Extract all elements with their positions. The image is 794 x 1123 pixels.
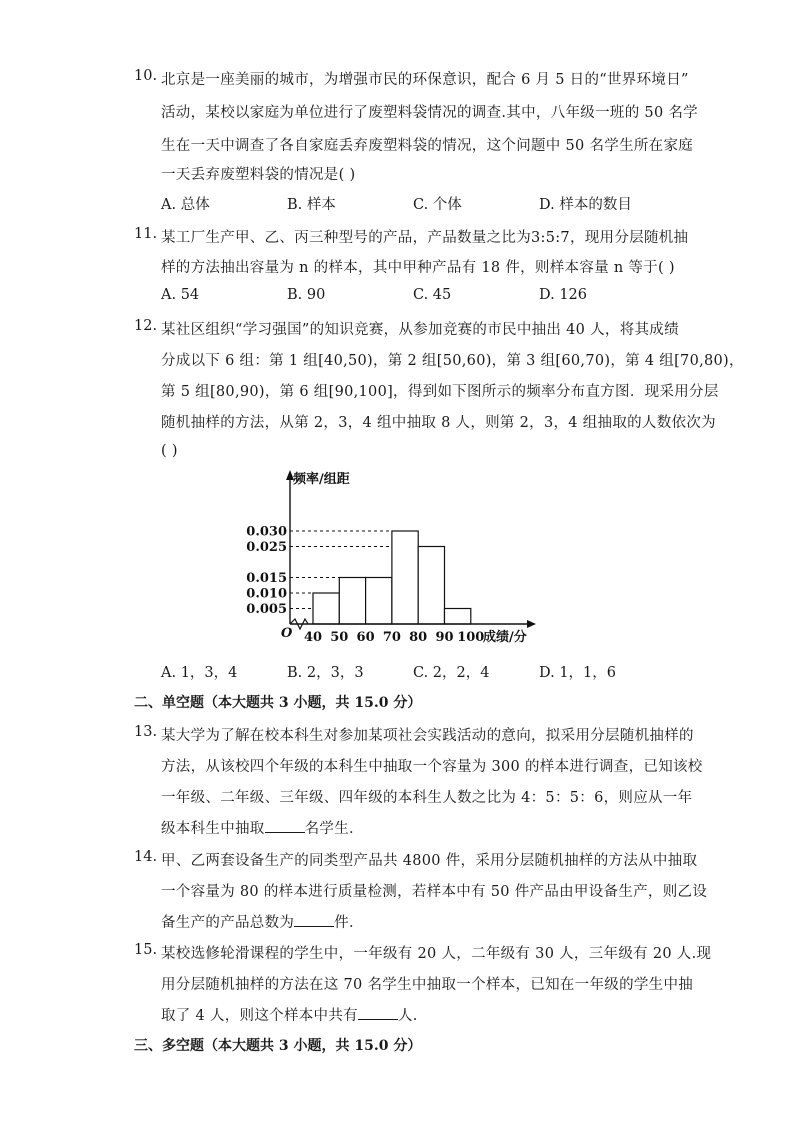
section-heading-multi-blank: 三、多空题（本大题共 3 小题，共 15.0 分）: [134, 1038, 422, 1054]
q12-line-4: 随机抽样的方法，从第 2，3，4 组中抽取 8 人，则第 2，3，4 组抽取的人数依次为: [161, 415, 716, 431]
x-tick-label: 70: [382, 630, 401, 645]
q11-option-a[interactable]: A. 54: [161, 287, 200, 303]
q11-line-2: 样的方法抽出容量为 n 的样本，其中甲种产品有 18 件，则样本容量 n 等于( ): [161, 260, 675, 276]
q10-line-2: 活动，某校以家庭为单位进行了废塑料袋情况的调查.其中，八年级一班的 50 名学: [161, 105, 698, 121]
q12-option-c[interactable]: C. 2，2，4: [413, 665, 490, 681]
y-tick-label: 0.015: [246, 571, 287, 586]
q14-answer-blank[interactable]: [294, 912, 334, 927]
q11-option-c[interactable]: C. 45: [413, 287, 452, 303]
q11-option-d[interactable]: D. 126: [539, 287, 588, 303]
q10-option-c[interactable]: C. 个体: [413, 197, 462, 213]
q13-line-4: [161, 817, 364, 838]
q13-text-after-blank: 名学生．: [304, 821, 364, 837]
x-tick-label: 100: [457, 630, 485, 645]
q14-text-before-blank: 备生产的产品总数为: [161, 915, 295, 931]
q13-line-2: 方法，从该校四个年级的本科生中抽取一个容量为 300 的样本进行调查，已知该校: [161, 759, 703, 775]
q11-option-b[interactable]: B. 90: [287, 287, 326, 303]
section-heading-single-blank: 二、单空题（本大题共 3 小题，共 15.0 分）: [134, 695, 422, 711]
q12-line-1: 某社区组织“学习强国”的知识竞赛，从参加竞赛的市民中抽出 40 人，将其成绩: [161, 322, 679, 338]
q14-line-3: [161, 911, 364, 932]
q15-number: 15.: [134, 942, 158, 958]
x-tick-label: 60: [356, 630, 375, 645]
q13-text-before-blank: 级本科生中抽取: [161, 821, 265, 837]
q12-line-3: 第 5 组[80,90)，第 6 组[90,100]，得到如下图所示的频率分布直方图．现采用分层: [161, 384, 719, 400]
q12-option-b[interactable]: B. 2，3，3: [287, 665, 364, 681]
histogram-bar-80-90: [418, 547, 444, 625]
q14-number: 14.: [134, 849, 158, 865]
x-tick-label: 50: [330, 630, 349, 645]
q13-line-1: 某大学为了解在校本科生对参加某项社会实践活动的意向，拟采用分层随机抽样的: [161, 728, 694, 744]
q15-line-2: 用分层随机抽样的方法在这 70 名学生中抽取一个样本，已知在一年级的学生中抽: [161, 977, 694, 993]
y-tick-label: 0.025: [246, 540, 287, 555]
q10-line-4: 一天丢弃废塑料袋的情况是( ): [161, 167, 356, 183]
x-axis-arrow: [527, 620, 536, 628]
frequency-histogram: [245, 467, 545, 652]
q10-option-a[interactable]: A. 总体: [161, 197, 210, 213]
origin-label: O: [281, 626, 293, 641]
q13-line-3: 一年级、二年级、三年级、四年级的本科生人数之比为 4：5：5：6，则应从一年: [161, 790, 693, 806]
q14-text-after-blank: 件．: [334, 915, 364, 931]
q12-number: 12.: [134, 318, 158, 334]
q14-line-2: 一个容量为 80 的样本进行质量检测，若样本中有 50 件产品由甲设备生产，则乙设: [161, 884, 708, 900]
y-tick-label: 0.030: [246, 524, 287, 540]
q12-option-a[interactable]: A. 1，3，4: [161, 665, 238, 681]
x-tick-label: 80: [409, 630, 428, 645]
q13-number: 13.: [134, 724, 158, 740]
q15-line-3: [161, 1004, 418, 1025]
q12-option-d[interactable]: D. 1，1，6: [539, 665, 617, 681]
x-tick-label: 40: [303, 630, 323, 645]
histogram-bar-50-60: [339, 578, 365, 625]
histogram-bar-70-80: [392, 531, 418, 624]
q15-line-1: 某校选修轮滑课程的学生中，一年级有 20 人，二年级有 30 人，三年级有 20 人.现: [161, 946, 712, 962]
q10-option-b[interactable]: B. 样本: [287, 197, 336, 213]
q15-text-after-blank: 人.: [397, 1008, 418, 1024]
q12-line-5: ( ): [161, 443, 178, 459]
y-tick-label: 0.010: [246, 586, 287, 602]
histogram-bar-40-50: [313, 593, 339, 624]
q10-line-3: 生在一天中调查了各自家庭丢弃废塑料袋的情况，这个问题中 50 名学生所在家庭: [161, 138, 694, 154]
q14-line-1: 甲、乙两套设备生产的同类型产品共 4800 件，采用分层随机抽样的方法从中抽取: [161, 853, 698, 869]
histogram-bar-60-70: [366, 578, 392, 625]
y-axis-label: 频率/组距: [293, 472, 350, 487]
q10-number: 10.: [134, 68, 158, 84]
q15-text-before-blank: 取了 4 人，则这个样本中共有: [161, 1008, 358, 1024]
q11-line-1: 某工厂生产甲、乙、丙三种型号的产品，产品数量之比为3:5:7，现用分层随机抽: [161, 230, 689, 246]
x-axis-label: 成绩/分: [483, 630, 527, 645]
y-tick-label: 0.005: [246, 602, 287, 617]
q13-answer-blank[interactable]: [265, 818, 305, 833]
q10-option-d[interactable]: D. 样本的数目: [539, 197, 632, 213]
histogram-bar-90-100: [445, 609, 471, 625]
q15-answer-blank[interactable]: [358, 1005, 398, 1020]
q11-number: 11.: [134, 226, 158, 242]
q10-line-1: 北京是一座美丽的城市，为增强市民的环保意识，配合 6 月 5 日的“世界环境日”: [161, 72, 689, 88]
x-tick-label: 90: [435, 630, 454, 645]
q12-line-2: 分成以下 6 组：第 1 组[40,50)，第 2 组[50,60)，第 3 组[60,70)，第 4 组[70,80)，: [161, 353, 744, 369]
